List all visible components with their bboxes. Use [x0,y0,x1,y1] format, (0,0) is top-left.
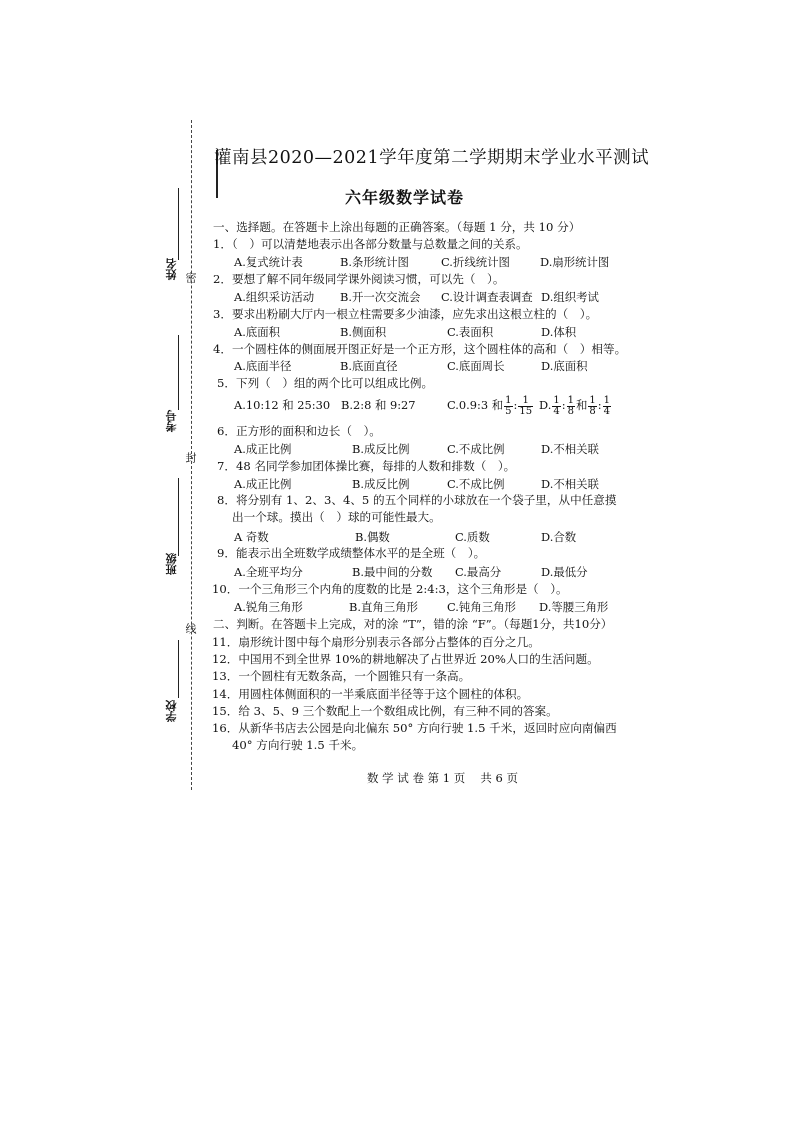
q14-item: 14．用圆柱体侧面积的一半乘底面半径等于这个圆柱的体积。 [212,687,529,701]
q9-option-c: C.最高分 [455,565,502,579]
q4-option-a: A.底面半径 [234,359,292,373]
q2-stem: 2．要想了解不同年级同学课外阅读习惯，可以先（ ）。 [213,272,505,286]
school-field-label: 学校 [165,700,178,722]
q6-stem: 6．正方形的面积和边长（ ）。 [217,424,381,438]
cut-word-mi: 密 [184,272,197,283]
q8-option-c: C.质数 [455,530,490,544]
q7-stem: 7．48 名同学参加团体操比赛，每排的人数和排数（ ）。 [217,459,516,473]
class-field-label: 班级 [165,553,178,575]
q1-option-b: B.条形统计图 [340,255,409,269]
q5-option-c-text: C.0.9:3 和 [447,398,504,412]
page-subtitle: 六年级数学试卷 [345,188,465,207]
q8-stem-cont: 出一个球。摸出（ ）球的可能性最大。 [232,510,441,524]
section1-heading: 一、选择题。在答题卡上涂出每题的正确答案。（每题 1 分，共 10 分） [213,220,581,234]
q6-option-d: D.不相关联 [541,442,599,456]
cut-word-xian: 线 [184,623,197,634]
q9-option-d: D.最低分 [541,565,588,579]
name-field-label: 姓名 [165,258,178,280]
q5-option-d: D. $\frac{1}{4}$ : $\frac{1}{8}$ 和 $\frac{1}{8}$ : $\frac{1}{4}$ [539,394,610,417]
q4-option-b: B.底面直径 [340,359,398,373]
q7-option-b: B.成反比例 [352,477,410,491]
q3-option-b: B.侧面积 [340,325,387,339]
page-title: 灌南县2020—2021学年度第二学期期末学业水平测试 [214,148,650,168]
q5-stem: 5．下列（ ）组的两个比可以组成比例。 [217,376,434,390]
page-footer: 数 学 试 卷 第 1 页 共 6 页 [367,771,519,785]
q9-option-b: B.最中间的分数 [352,565,433,579]
exam-number-field-label: 考号 [165,410,178,432]
q9-stem: 9．能表示出全班数学成绩整体水平的是全班（ ）。 [217,546,486,560]
q5-option-b: B.2:8 和 9:27 [341,398,416,412]
q7-option-d: D.不相关联 [541,477,599,491]
q1-option-c: C.折线统计图 [441,255,510,269]
section2-heading: 二、判断。在答题卡上完成，对的涂 “T”，错的涂 “F”。（每题1分，共10分） [213,617,613,631]
q2-option-a: A.组织采访活动 [234,290,315,304]
q4-option-c: C.底面周长 [447,359,505,373]
q1-option-a: A.复式统计表 [234,255,303,269]
q1-stem: 1．（ ）可以清楚地表示出各部分数量与总数量之间的关系。 [213,237,528,251]
q5-d-and: 和 [575,398,588,412]
q4-option-d: D.底面积 [541,359,588,373]
q8-option-a: A 奇数 [234,530,269,544]
q6-option-c: C.不成比例 [447,442,505,456]
q1-option-d: D.扇形统计图 [540,255,610,269]
exam-number-blank-line [178,335,179,410]
q10-option-c: C.钝角三角形 [447,600,516,614]
q8-option-b: B.偶数 [355,530,390,544]
q3-option-a: A.底面积 [234,325,281,339]
q5-c-frac-1: $\frac{1}{5}$ [505,394,512,417]
q13-item: 13．一个圆柱有无数条高，一个圆锥只有一条高。 [212,669,471,683]
q5-c-frac-2: $\frac{1}{15}$ [519,394,533,417]
q12-item: 12．中国用不到全世界 10%的耕地解决了占世界近 20%人口的生活问题。 [212,652,599,666]
q10-stem: 10．一个三角形三个内角的度数的比是 2:4:3，这个三角形是（ ）。 [212,582,568,596]
q3-stem: 3．要求出粉刷大厅内一根立柱需要多少油漆，应先求出这根立柱的（ ）。 [213,307,598,321]
q5-d-frac-1: $\frac{1}{4}$ [553,394,560,417]
q15-item: 15．给 3、5、9 三个数配上一个数组成比例，有三种不同的答案。 [212,704,558,718]
q16-item: 16．从新华书店去公园是向北偏东 50° 方向行驶 1.5 千米，返回时应向南偏西 [212,721,617,735]
q7-option-a: A.成正比例 [234,477,292,491]
q7-option-c: C.不成比例 [447,477,505,491]
q6-option-a: A.成正比例 [234,442,292,456]
q9-option-a: A.全班平均分 [234,565,303,579]
q5-option-c: C.0.9:3 和 $\frac{1}{5}$ : $\frac{1}{15}$ [447,394,533,417]
cut-word-feng: 封 [184,452,197,463]
q6-option-b: B.成反比例 [352,442,410,456]
q10-option-a: A.锐角三角形 [234,600,303,614]
q5-option-a: A.10:12 和 25:30 [234,398,331,412]
class-blank-line [178,478,179,556]
q8-stem: 8．将分别有 1、2、3、4、5 的五个同样的小球放在一个袋子里，从中任意摸 [217,493,617,507]
q5-d-frac-2: $\frac{1}{8}$ [567,394,574,417]
q3-option-c: C.表面积 [447,325,494,339]
q10-option-d: D.等腰三角形 [539,600,609,614]
q8-option-d: D.合数 [541,530,577,544]
q5-d-frac-3: $\frac{1}{8}$ [589,394,596,417]
cut-dashed-line [191,120,192,790]
q10-option-b: B.直角三角形 [349,600,418,614]
q2-option-d: D.组织考试 [541,290,599,304]
school-blank-line [178,640,179,698]
q4-stem: 4．一个圆柱体的侧面展开图正好是一个正方形，这个圆柱体的高和（ ）相等。 [213,342,627,356]
q5-d-frac-4: $\frac{1}{4}$ [603,394,610,417]
q2-option-c: C.设计调查表调查 [441,290,533,304]
q5-option-d-text: D. [539,398,552,412]
name-blank-line [178,188,179,260]
q3-option-d: D.体积 [541,325,577,339]
q2-option-b: B.开一次交流会 [340,290,421,304]
q11-item: 11．扇形统计图中每个扇形分别表示各部分占整体的百分之几。 [212,635,540,649]
q16-item-cont: 40° 方向行驶 1.5 千米。 [232,738,364,752]
